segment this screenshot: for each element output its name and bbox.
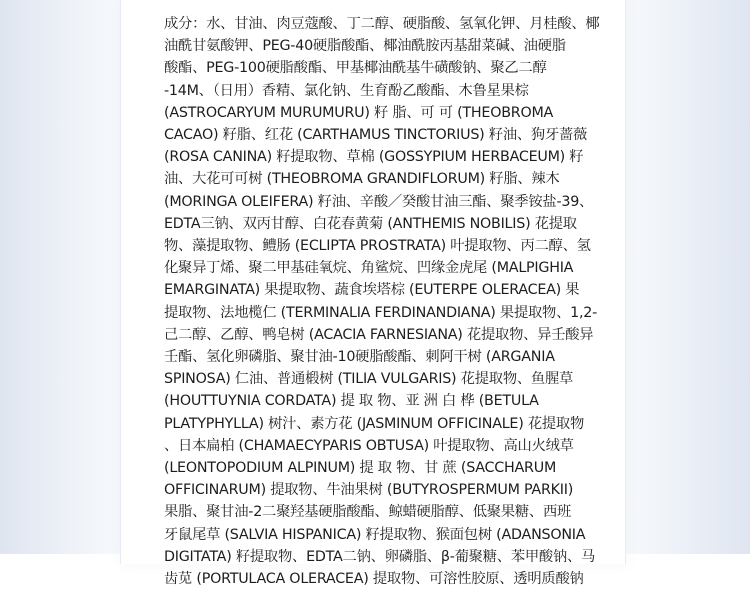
ingredients-line: (HOUTTUYNIA CORDATA) 提 取 物、亚 洲 白 桦 (BETULA [164,393,539,410]
ingredients-line: -14M、（日用）香精、氯化钠、生育酚乙酸酯、木鲁星果棕 [164,82,529,99]
ingredients-line: PLATYPHYLLA) 树汁、素方花 (JASMINUM OFFICINALE) 花提取物 [164,415,585,432]
ingredients-line: 化聚异丁烯、聚二甲基硅氧烷、角鲨烷、凹缘金虎尾 (MALPIGHIA [164,260,574,277]
ingredients-line: (ASTROCARYUM MURUMURU) 籽 脂、可 可 (THEOBROMA [164,104,554,121]
ingredients-line: SPINOSA) 仁油、普通椴树 (TILIA VULGARIS) 花提取物、鱼腥草 [164,371,574,388]
ingredients-line: 提取物、法地榄仁 (TERMINALIA FERDINANDIANA) 果提取物、1,2- [164,304,598,321]
background-right [624,0,750,554]
ingredients-line: 酸酯、PEG-100硬脂酸酯、甲基椰油酰基牛磺酸钠、聚乙二醇 [164,60,547,77]
ingredients-line: CACAO) 籽脂、红花 (CARTHAMUS TINCTORIUS) 籽油、狗牙蔷薇 [164,127,588,144]
ingredients-line: (MORINGA OLEIFERA) 籽油、辛酸／癸酸甘油三酯、聚季铵盐-39、 [164,193,594,210]
ingredients-line: 果脂、聚甘油-2二聚羟基硬脂酸酯、鲸蜡硬脂醇、低聚果糖、西班 [164,504,572,521]
ingredients-line: 油、大花可可树 (THEOBROMA GRANDIFLORUM) 籽脂、辣木 [164,171,560,188]
ingredients-line: 牙鼠尾草 (SALVIA HISPANICA) 籽提取物、猴面包树 (ADANSONIA [164,526,586,543]
ingredients-list [164,13,634,590]
ingredients-line: EDTA三钠、双丙甘醇、白花春黄菊 (ANTHEMIS NOBILIS) 花提取 [164,215,577,232]
ingredients-line: 壬酯、氢化卵磷脂、聚甘油-10硬脂酸酯、刺阿干树 (ARGANIA [164,349,555,366]
ingredients-line: 齿苋 (PORTULACA OLERACEA) 提取物、可溶性胶原、透明质酸钠 [164,571,584,588]
background-left [0,0,120,554]
ingredients-line: (ROSA CANINA) 籽提取物、草棉 (GOSSYPIUM HERBACEUM) 籽 [164,149,584,166]
ingredients-line: (LEONTOPODIUM ALPINUM) 提 取 物、甘 蔗 (SACCHARUM [164,460,557,477]
ingredients-line: 己二醇、乙醇、鸭皂树 (ACACIA FARNESIANA) 花提取物、异壬酸异 [164,326,594,343]
ingredients-line: OFFICINARUM) 提取物、牛油果树 (BUTYROSPERMUM PARKII) [164,482,574,499]
ingredients-line: EMARGINATA) 果提取物、蔬食埃塔棕 (EUTERPE OLERACEA) 果 [164,282,580,299]
ingredients-line: 成分：水、甘油、肉豆蔻酸、丁二醇、硬脂酸、氢氧化钾、月桂酸、椰 [164,16,600,32]
ingredients-line: 、日本扁柏 (CHAMAECYPARIS OBTUSA) 叶提取物、高山火绒草 [164,437,574,454]
ingredients-line: 物、藻提取物、鳢肠 (ECLIPTA PROSTRATA) 叶提取物、丙二醇、氢 [164,238,591,255]
ingredients-line: 油酰甘氨酸钾、PEG-40硬脂酸酯、椰油酰胺丙基甜菜碱、油硬脂 [164,38,566,55]
ingredients-line: DIGITATA) 籽提取物、EDTA二钠、卵磷脂、β-葡聚糖、苯甲酸钠、马 [164,548,596,565]
